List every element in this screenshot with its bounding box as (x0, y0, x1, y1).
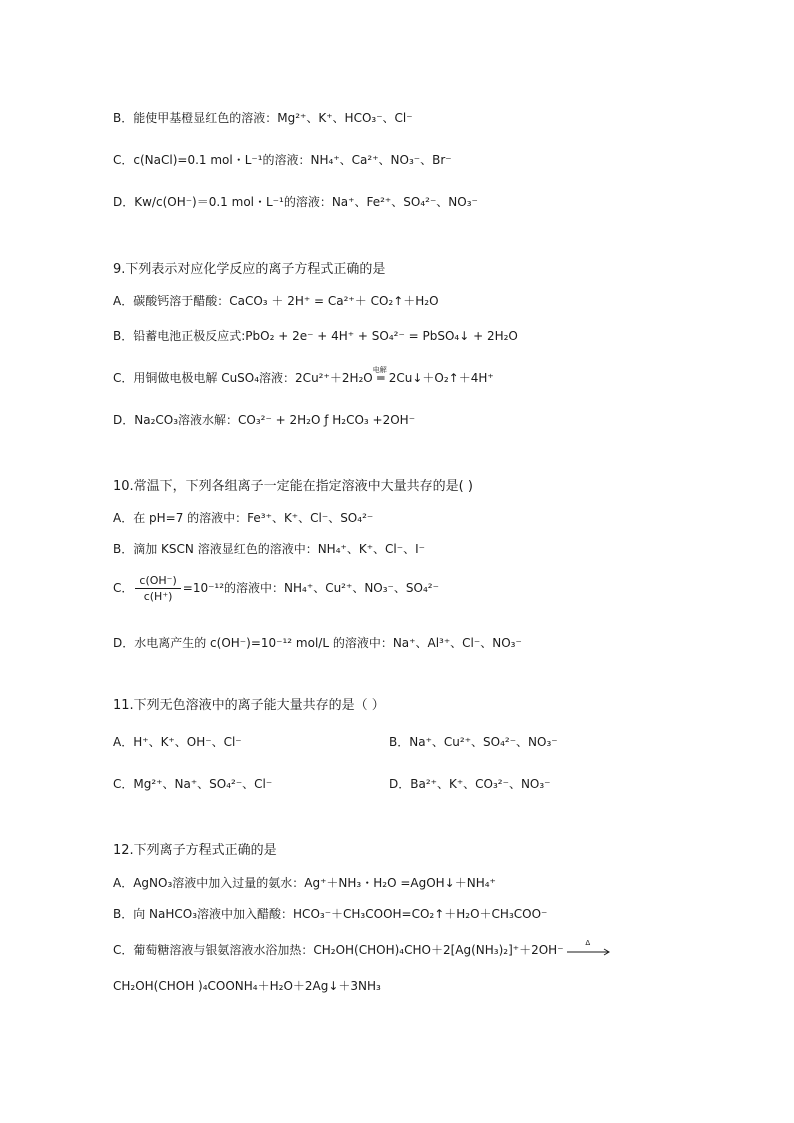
q11-row-2 (113, 776, 713, 792)
electrolysis-equals-sign: 电解 ═ (373, 370, 389, 386)
heating-condition: Δ (585, 938, 591, 947)
fraction-denominator: c(H⁺) (143, 590, 173, 603)
hydroxide-hydrogen-ratio-fraction (135, 573, 180, 604)
q12-option-a: A．AgNO₃溶液中加入过量的氨水：Ag⁺＋NH₃・H₂O =AgOH↓＋NH₄⁺ (113, 876, 496, 890)
q9-option-b: B．铅蓄电池正极反应式:PbO₂ + 2e⁻ + 4H⁺ + SO₄²⁻ = PbSO₄↓ + 2H₂O (113, 329, 518, 343)
q10-option-b: B．滴加 KSCN 溶液显红色的溶液中：NH₄⁺、K⁺、Cl⁻、I⁻ (113, 542, 425, 556)
q11-option-d: D．Ba²⁺、K⁺、CO₃²⁻、NO₃⁻ (389, 777, 551, 791)
q11-option-b: B．Na⁺、Cu²⁺、SO₄²⁻、NO₃⁻ (389, 735, 558, 749)
q11-option-a: A．H⁺、K⁺、OH⁻、Cl⁻ (113, 735, 242, 749)
q9-option-c-products: 2Cu↓＋O₂↑＋4H⁺ (388, 371, 494, 385)
q12-option-c (113, 938, 611, 958)
q9-option-c-reactants: C．用铜做电极电解 CuSO₄溶液：2Cu²⁺＋2H₂O (113, 371, 373, 385)
heating-reaction-arrow (567, 938, 611, 958)
q10-option-c (113, 572, 439, 604)
q8-option-b: B．能使甲基橙显红色的溶液：Mg²⁺、K⁺、HCO₃⁻、Cl⁻ (113, 111, 413, 125)
q12-option-c-line1: C．葡萄糖溶液与银氨溶液水浴加热：CH₂OH(CHOH)₄CHO＋2[Ag(NH₃)₂]⁺＋2OH⁻ (113, 943, 564, 957)
q8-option-d: D．Kw/c(OH⁻)＝0.1 mol・L⁻¹的溶液：Na⁺、Fe²⁺、SO₄²⁻、NO₃⁻ (113, 195, 478, 209)
q10-title: 10.常温下，下列各组离子一定能在指定溶液中大量共存的是( ) (113, 479, 473, 494)
q11-row-1 (113, 734, 713, 750)
right-arrow-icon (567, 944, 611, 958)
q9-option-c (113, 366, 494, 386)
q8-option-c: C．c(NaCl)=0.1 mol・L⁻¹的溶液：NH₄⁺、Ca²⁺、NO₃⁻、Br⁻ (113, 153, 452, 167)
q11-title: 11.下列无色溶液中的离子能大量共存的是（ ） (113, 698, 385, 713)
q10-option-a: A．在 pH=7 的溶液中：Fe³⁺、K⁺、Cl⁻、SO₄²⁻ (113, 511, 374, 525)
q11-option-c: C．Mg²⁺、Na⁺、SO₄²⁻、Cl⁻ (113, 777, 273, 791)
q12-option-b: B．向 NaHCO₃溶液中加入醋酸：HCO₃⁻＋CH₃COOH=CO₂↑＋H₂O＋CH₃COO⁻ (113, 907, 548, 921)
q9-option-a: A．碳酸钙溶于醋酸：CaCO₃ ＋ 2H⁺ = Ca²⁺＋ CO₂↑＋H₂O (113, 294, 439, 308)
q9-title: 9.下列表示对应化学反应的离子方程式正确的是 (113, 262, 386, 277)
electrolysis-condition: 电解 (372, 366, 387, 374)
q12-title: 12.下列离子方程式正确的是 (113, 843, 277, 858)
q10-option-c-label: C． (113, 581, 134, 595)
fraction-numerator: c(OH⁻) (135, 573, 180, 589)
q10-option-c-rest: =10⁻¹²的溶液中：NH₄⁺、Cu²⁺、NO₃⁻、SO₄²⁻ (182, 581, 439, 595)
q9-option-d: D．Na₂CO₃溶液水解：CO₃²⁻ + 2H₂O ƒ H₂CO₃ +2OH⁻ (113, 413, 416, 427)
q12-option-c-line2: CH₂OH(CHOH )₄COONH₄＋H₂O＋2Ag↓＋3NH₃ (113, 979, 381, 993)
q10-option-d: D．水电离产生的 c(OH⁻)=10⁻¹² mol/L 的溶液中：Na⁺、Al³⁺、Cl⁻、NO₃⁻ (113, 636, 522, 650)
